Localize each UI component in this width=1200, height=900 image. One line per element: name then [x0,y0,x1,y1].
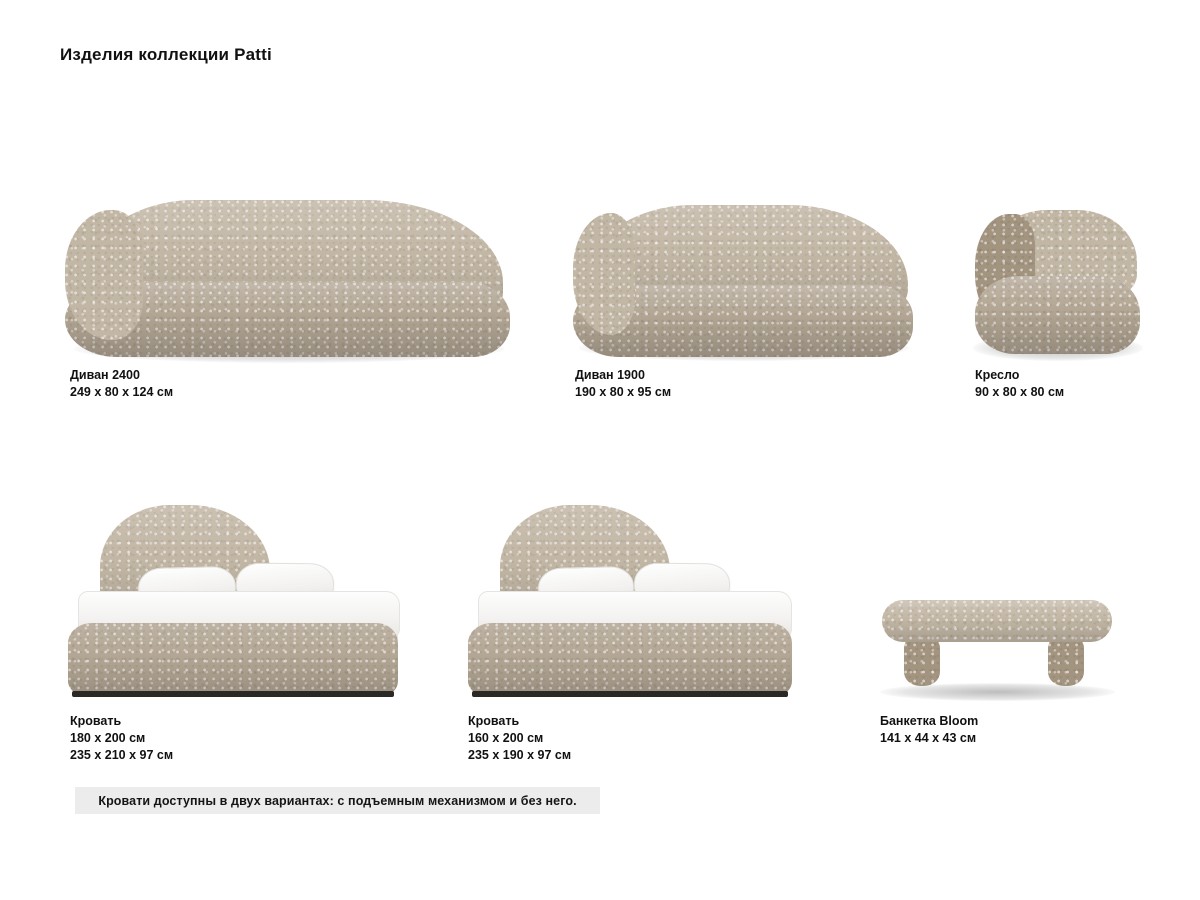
product-name: Банкетка Bloom [880,714,979,728]
product-dimensions: 190 x 80 x 95 см [575,385,672,399]
product-name: Кровать [468,714,520,728]
bed-plinth [72,691,394,697]
product-image-bed-180 [60,505,460,705]
bed-shape [458,505,858,700]
bed-base-shading [468,623,792,695]
product-image-armchair [965,195,1145,370]
bed-plinth [472,691,788,697]
product-mattress-size: 180 x 200 см [70,731,146,745]
note-bar [75,787,600,814]
armchair-shape [975,210,1143,360]
product-dimensions: 90 x 80 x 80 см [975,385,1065,399]
product-dimensions: 141 x 44 x 43 см [880,731,977,745]
product-name: Кресло [975,368,1020,382]
product-item-sofa-2400 [60,195,520,399]
sofa-shape [65,200,515,360]
product-dimensions: 235 x 210 x 97 см [70,748,174,762]
sofa-shape [573,205,918,360]
product-dimensions: 235 x 190 x 97 см [468,748,572,762]
caption-sofa-2400 [70,367,173,401]
product-item-bench [870,505,1130,745]
caption-bed-160 [468,713,571,764]
page-title: Изделия коллекции Patti [60,45,272,64]
bench-shape [882,600,1114,700]
product-dimensions: 249 x 80 x 124 см [70,385,174,399]
bed-base-shading [68,623,398,695]
armchair-seat-shading [975,276,1140,354]
product-image-bench [870,505,1130,705]
sofa-armrest [65,210,143,340]
product-item-armchair [965,195,1145,399]
caption-armchair [975,367,1064,401]
caption-sofa-1900 [575,367,671,401]
product-item-bed-160 [458,505,858,762]
product-name: Диван 1900 [575,368,645,382]
product-item-sofa-1900 [565,195,925,399]
sofa-armrest [573,213,635,335]
product-name: Кровать [70,714,122,728]
product-mattress-size: 160 x 200 см [468,731,544,745]
product-item-bed-180 [60,505,460,762]
bed-shape [60,505,460,700]
caption-bed-180 [70,713,173,764]
product-image-bed-160 [458,505,858,705]
product-image-sofa-1900 [565,195,925,370]
product-image-sofa-2400 [60,195,520,370]
note-text: Кровати доступны в двух вариантах: с подъемным механизмом и без него. [98,793,577,808]
product-name: Диван 2400 [70,368,140,382]
bench-seat-shading [882,600,1112,642]
caption-bench [880,713,978,747]
